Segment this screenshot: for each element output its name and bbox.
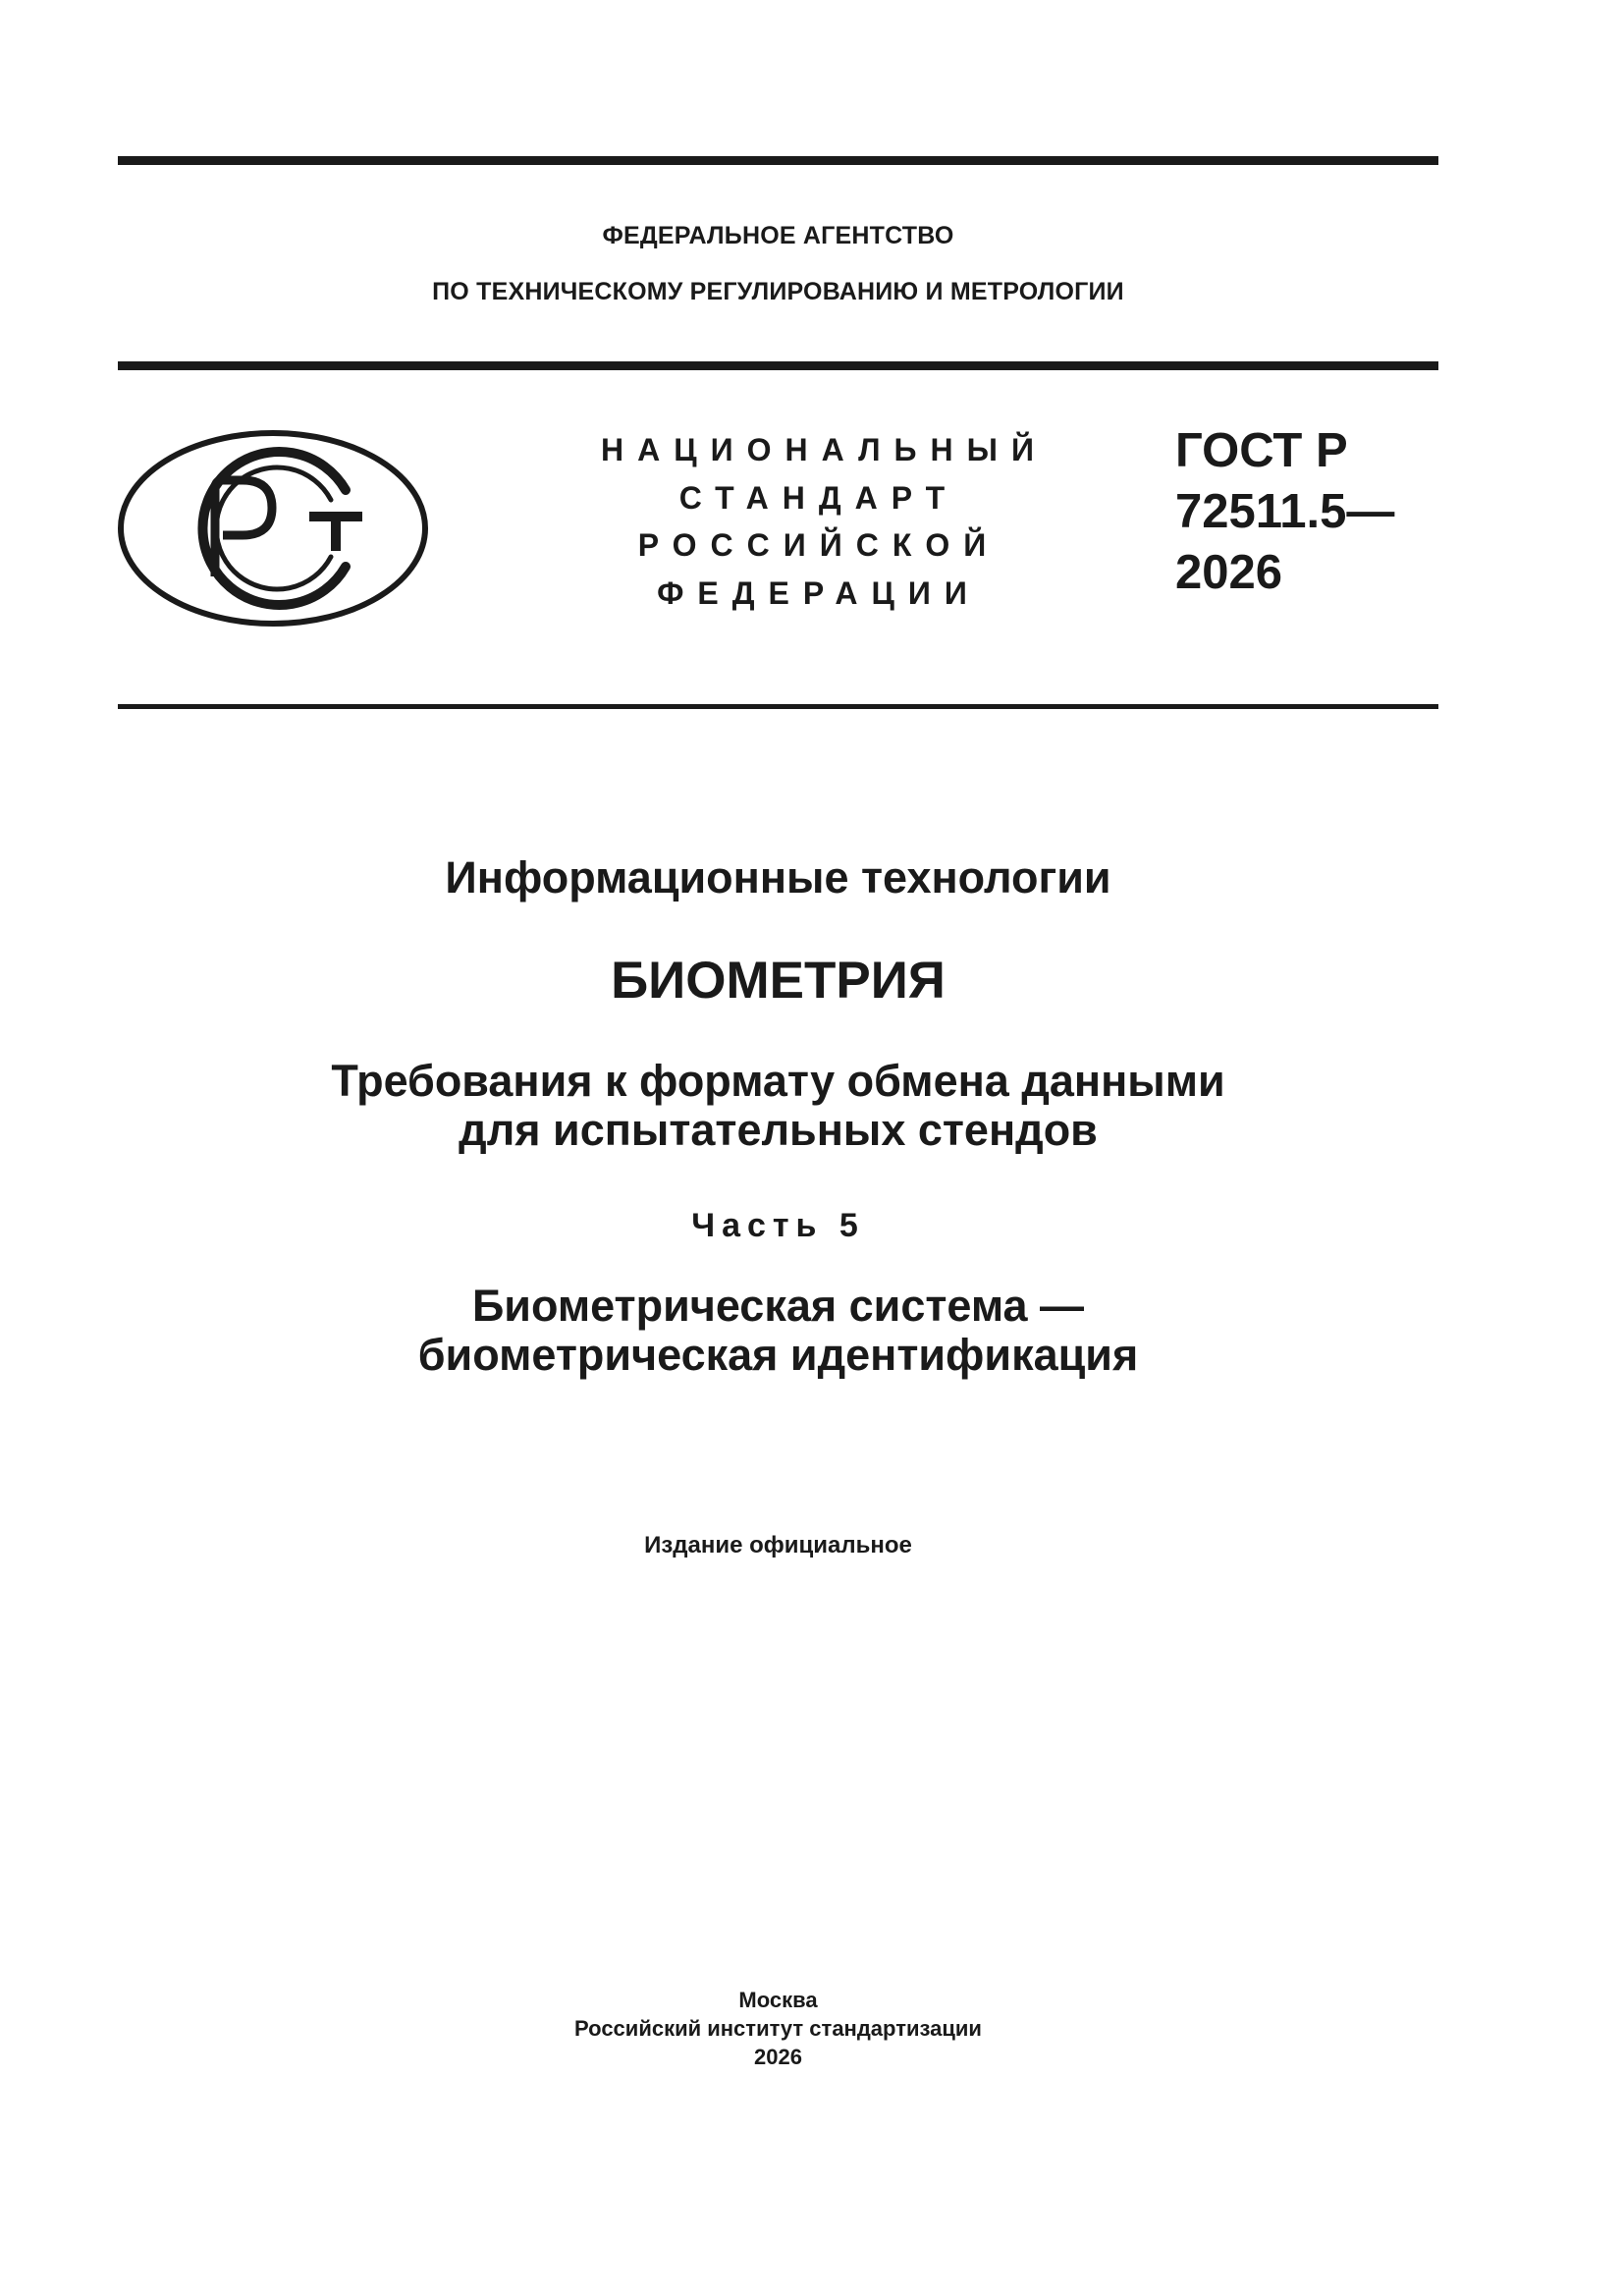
imprint-year: 2026 <box>754 2045 802 2069</box>
national-standard-label <box>601 426 1048 617</box>
part-title-line: биометрическая идентификация <box>417 1330 1139 1380</box>
document-requirements-title <box>118 1057 1438 1155</box>
rst-certification-mark-icon <box>117 429 429 628</box>
title-rule <box>118 704 1438 709</box>
header-rule <box>118 361 1438 370</box>
top-rule <box>118 156 1438 165</box>
imprint-city: Москва <box>738 1988 818 2012</box>
imprint <box>118 1986 1438 2071</box>
designation-line: 72511.5— <box>1175 485 1395 538</box>
document-topic: БИОМЕТРИЯ <box>611 952 946 1010</box>
national-standard-line: ФЕДЕРАЦИИ <box>657 574 981 611</box>
standard-designation <box>1175 420 1394 603</box>
document-subject: Информационные технологии <box>445 852 1111 902</box>
edition-label: Издание официальное <box>644 1532 912 1558</box>
designation-line: ГОСТ Р <box>1175 424 1348 477</box>
imprint-publisher: Российский институт стандартизации <box>574 2016 982 2041</box>
part-title-line: Биометрическая система — <box>471 1281 1085 1331</box>
requirements-line: для испытательных стендов <box>459 1105 1098 1155</box>
national-standard-line: НАЦИОНАЛЬНЫЙ <box>601 432 1048 467</box>
part-number: Часть 5 <box>691 1207 865 1244</box>
agency-name-line-2: ПО ТЕХНИЧЕСКОМУ РЕГУЛИРОВАНИЮ И МЕТРОЛОГИИ <box>432 278 1124 305</box>
part-title <box>118 1282 1438 1380</box>
national-standard-line: РОССИЙСКОЙ <box>637 527 1001 563</box>
designation-line: 2026 <box>1175 546 1283 599</box>
national-standard-line: СТАНДАРТ <box>678 479 959 516</box>
requirements-line: Требования к формату обмена данными <box>331 1056 1225 1106</box>
agency-name-line-1: ФЕДЕРАЛЬНОЕ АГЕНТСТВО <box>602 222 954 249</box>
